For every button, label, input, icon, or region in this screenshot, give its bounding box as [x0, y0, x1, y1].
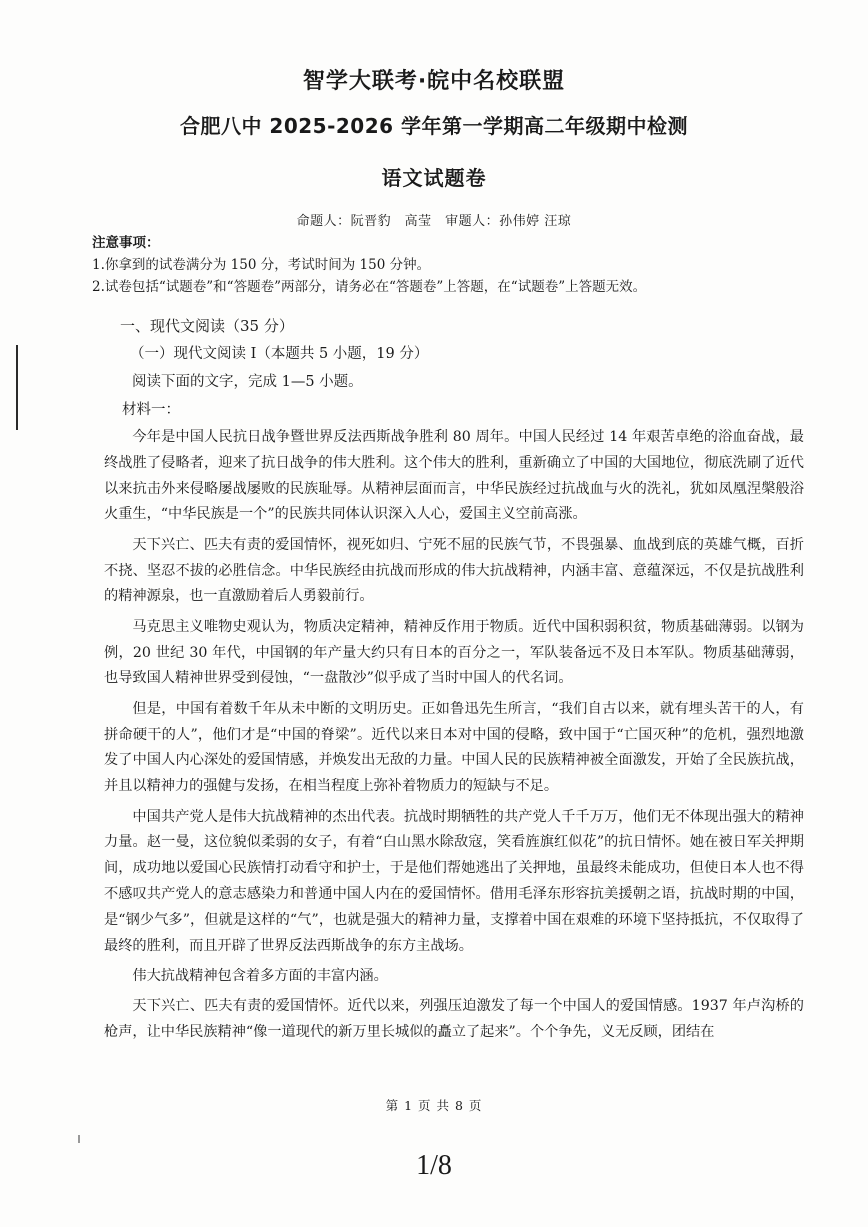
subsection-heading: （一）现代文阅读 I（本题共 5 小题，19 分）: [130, 346, 429, 362]
notes-block: [92, 232, 792, 298]
paper-title: 语文试题卷: [381, 166, 487, 190]
notes-title: 注意事项：: [92, 235, 160, 251]
exam-series-title: 智学大联考·皖中名校联盟: [302, 69, 566, 94]
material-label: 材料一：: [122, 402, 180, 418]
article-paragraph: 今年是中国人民抗日战争暨世界反法西斯战争胜利 80 周年。中国人民经过 14 年艰苦卓绝的浴血奋战，最终战胜了侵略者，迎来了抗日战争的伟大胜利。这个伟大的胜利，重新确立了中国的大国地位，彻底洗刷了近代以来抗击外来侵略屡战屡败的民族耻辱。从精神层面而言，中华民族经过抗战血与火的洗礼，犹如凤凰涅槃般浴火重生，“中华民族是一个”的民族共同体认识深入人心，爱国主义空前高涨。: [104, 429, 804, 523]
notes-item: 1.你拿到的试卷满分为 150 分，考试时间为 150 分钟。: [92, 257, 431, 273]
reading-instruction: 阅读下面的文字，完成 1—5 小题。: [132, 374, 363, 390]
article-paragraph: 中国共产党人是伟大抗战精神的杰出代表。抗战时期牺牲的共产党人千千万万，他们无不体现出强大的精神力量。赵一曼，这位貌似柔弱的女子，有着“白山黑水除敌寇，笑看旌旗红似花”的抗日情怀。她在被日军关押期间，成功地以爱国心民族情打动看守和护士，于是他们帮她逃出了关押地，虽最终未能成功，但使日本人也不得不感叹共产党人的意志感染力和普通中国人内在的爱国情怀。借用毛泽东形容抗美援朝之语，抗战时期的中国，是“钢少气多”，但就是这样的“气”，也就是强大的精神力量，支撑着中国在艰难的环境下坚持抵抗，不仅取得了最终的胜利，而且开辟了世界反法西斯战争的东方主战场。: [104, 808, 804, 954]
authors-line: 命题人：阮晋豹 高莹 审题人：孙伟婷 汪琼: [296, 214, 572, 229]
article-paragraph: 伟大抗战精神包含着多方面的丰富内涵。: [132, 967, 388, 984]
article-paragraph: 天下兴亡、匹夫有责的爱国情怀。近代以来，列强压迫激发了每一个中国人的爱国情感。1937 年卢沟桥的枪声，让中华民族精神“像一道现代的新万里长城似的矗立了起来”。个个争先，义无反顾，团结在: [104, 998, 804, 1041]
section-heading: 一、现代文阅读（35 分）: [120, 317, 294, 335]
article-body: [104, 425, 804, 1050]
scan-artifact-line: [16, 345, 18, 430]
exam-school-title: 合肥八中 2025-2026 学年第一学期高二年级期中检测: [179, 114, 689, 138]
article-paragraph: 但是，中国有着数千年从未中断的文明历史。正如鲁迅先生所言，“我们自古以来，就有埋头苦干的人，有拼命硬干的人”，他们才是“中国的脊梁”。近代以来日本对中国的侵略，致中国于“亡国灭种”的危机，强烈地激发了中国人内心深处的爱国情感，并焕发出无敌的力量。中国人民的民族精神被全面激发，开始了全民族抗战，并且以精神力的强健与发扬，在相当程度上弥补着物质力的短缺与不足。: [104, 700, 804, 795]
article-paragraph: 天下兴亡、匹夫有责的爱国情怀，视死如归、宁死不屈的民族气节，不畏强暴、血战到底的英雄气概，百折不挠、坚忍不拔的必胜信念。中华民族经由抗战而形成的伟大抗战精神，内涵丰富、意蕴深远，不仅是抗战胜利的精神源泉，也一直激励着后人勇毅前行。: [104, 536, 804, 605]
article-paragraph: 马克思主义唯物史观认为，物质决定精神，精神反作用于物质。近代中国积弱积贫，物质基础薄弱。以钢为例，20 世纪 30 年代，中国钢的年产量大约只有日本的百分之一，军队装备远不及日本军队。物质基础薄弱，也导致国人精神世界受到侵蚀，“一盘散沙”似乎成了当时中国人的代名词。: [104, 618, 804, 687]
page-footer: 第 1 页 共 8 页: [385, 1098, 483, 1113]
scan-artifact-dot: [78, 1135, 80, 1143]
page-counter: 1/8: [416, 1150, 452, 1181]
notes-item: 2.试卷包括“试题卷”和“答题卷”两部分，请务必在“答题卷”上答题，在“试题卷”上答题无效。: [92, 279, 647, 295]
